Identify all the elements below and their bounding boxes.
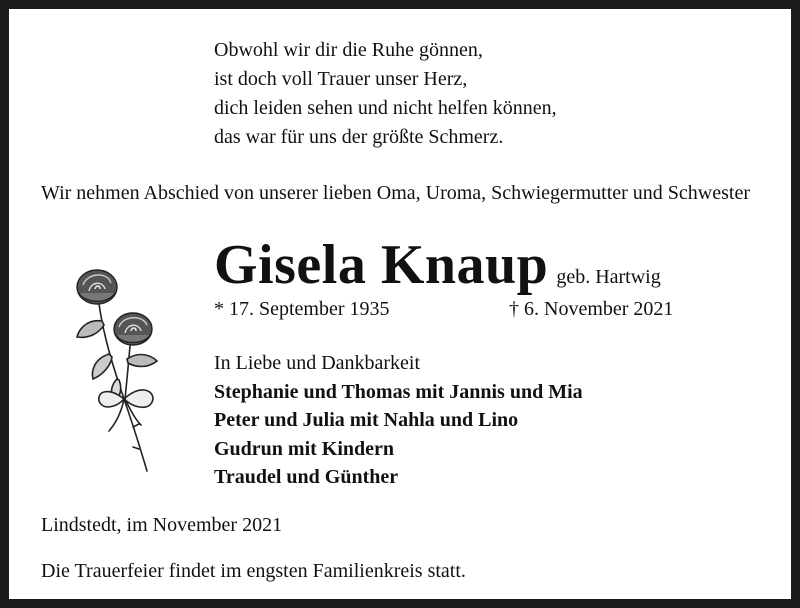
maiden-name: geb. Hartwig xyxy=(556,266,661,288)
poem-line: Obwohl wir dir die Ruhe gönnen, xyxy=(214,39,483,61)
mourners-heading: In Liebe und Dankbarkeit xyxy=(214,352,421,374)
death-date: † 6. November 2021 xyxy=(509,298,674,320)
mourner-line: Stephanie und Thomas mit Jannis und Mia xyxy=(214,380,583,403)
deceased-name-row xyxy=(214,233,661,297)
mourner-line: Peter und Julia mit Nahla und Lino xyxy=(214,409,519,431)
birth-date: * 17. September 1935 xyxy=(214,298,390,320)
poem-line: ist doch voll Trauer unser Herz, xyxy=(214,68,468,90)
place-date: Lindstedt, im November 2021 xyxy=(41,514,283,536)
mourner-line: Traudel und Günther xyxy=(214,466,399,488)
rose-icon xyxy=(69,259,179,479)
poem-line: dich leiden sehen und nicht helfen können, xyxy=(214,97,557,119)
mourners-block xyxy=(214,349,583,492)
funeral-note: Die Trauerfeier findet im engsten Familienkreis statt. xyxy=(41,560,466,582)
farewell-intro: Wir nehmen Abschied von unserer lieben Oma, Uroma, Schwiegermutter und Schwester xyxy=(41,182,750,204)
poem xyxy=(214,36,557,152)
poem-line: das war für uns der größte Schmerz. xyxy=(214,126,504,148)
deceased-name: Gisela Knaup xyxy=(214,234,549,296)
mourner-line: Gudrun mit Kindern xyxy=(214,437,395,460)
